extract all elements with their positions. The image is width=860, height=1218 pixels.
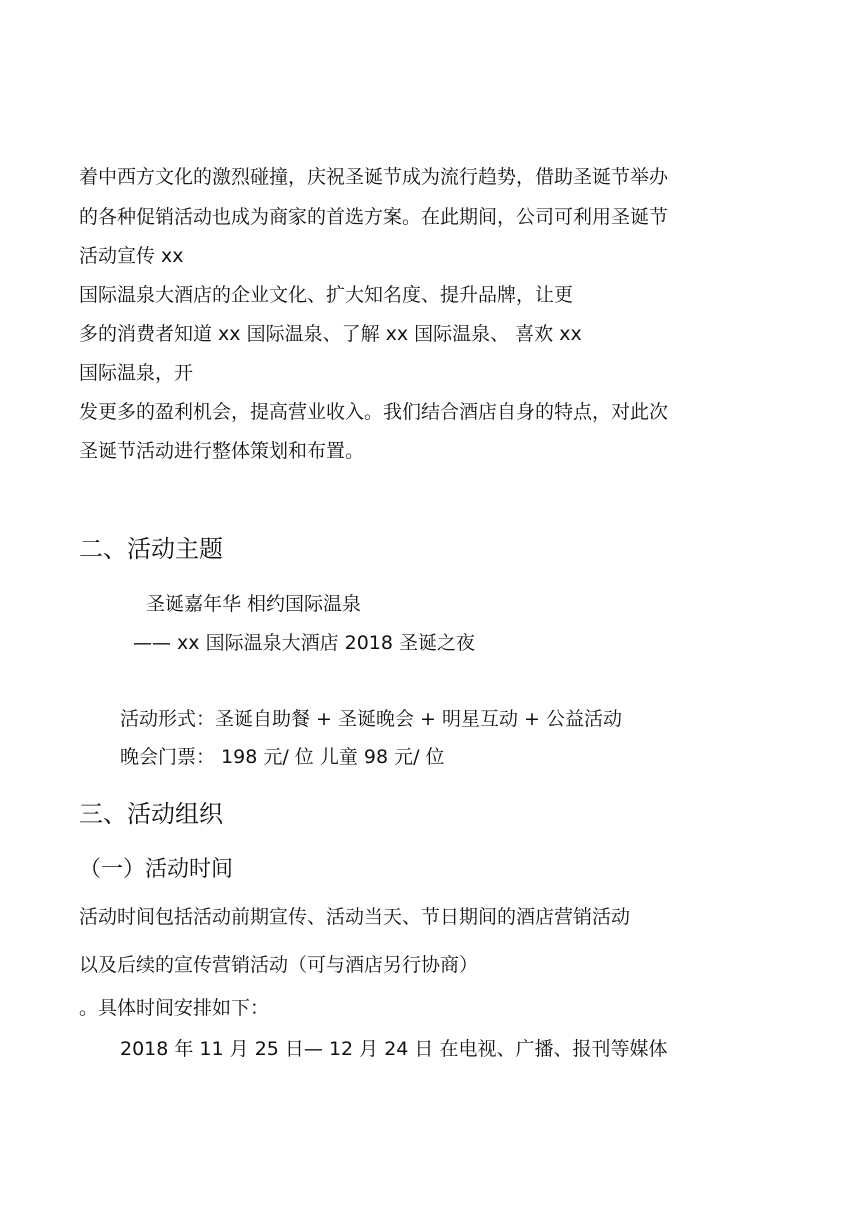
intro-line: 国际温泉大酒店的企业文化、扩大知名度、提升品牌，让更 <box>79 284 574 306</box>
time-body-line: 活动时间包括活动前期宣传、活动当天、节日期间的酒店营销活动 <box>79 906 631 928</box>
subsection-heading-time: （一）活动时间 <box>79 857 234 882</box>
theme-subtitle: —— xx 国际温泉大酒店 2018 圣诞之夜 <box>133 632 476 654</box>
intro-line: 活动宣传 xx <box>79 245 184 267</box>
time-body-line: 。具体时间安排如下： <box>79 997 270 1019</box>
intro-line: 发更多的盈利机会，提高营业收入。我们结合酒店自身的特点，对此次 <box>79 401 669 423</box>
time-body-line: 2018 年 11 月 25 日— 12 月 24 日 在电视、广播、报刊等媒体 <box>120 1038 668 1060</box>
intro-line: 国际温泉，开 <box>79 362 194 384</box>
ticket-price: 晚会门票： 198 元/ 位 儿童 98 元/ 位 <box>120 746 445 768</box>
intro-line: 多的消费者知道 xx 国际温泉、了解 xx 国际温泉、 喜欢 xx <box>79 323 582 345</box>
section-heading-organization: 三、活动组织 <box>79 800 223 828</box>
activity-form: 活动形式：圣诞自助餐 + 圣诞晚会 + 明星互动 + 公益活动 <box>120 708 622 730</box>
intro-line: 着中西方文化的激烈碰撞，庆祝圣诞节成为流行趋势，借助圣诞节举办 <box>79 166 669 188</box>
section-heading-theme: 二、活动主题 <box>79 535 223 563</box>
theme-title: 圣诞嘉年华 相约国际温泉 <box>146 593 362 615</box>
intro-line: 圣诞节活动进行整体策划和布置。 <box>79 440 365 462</box>
time-body-line: 以及后续的宣传营销活动（可与酒店另行协商） <box>79 954 479 976</box>
intro-line: 的各种促销活动也成为商家的首选方案。在此期间，公司可利用圣诞节 <box>79 206 669 228</box>
